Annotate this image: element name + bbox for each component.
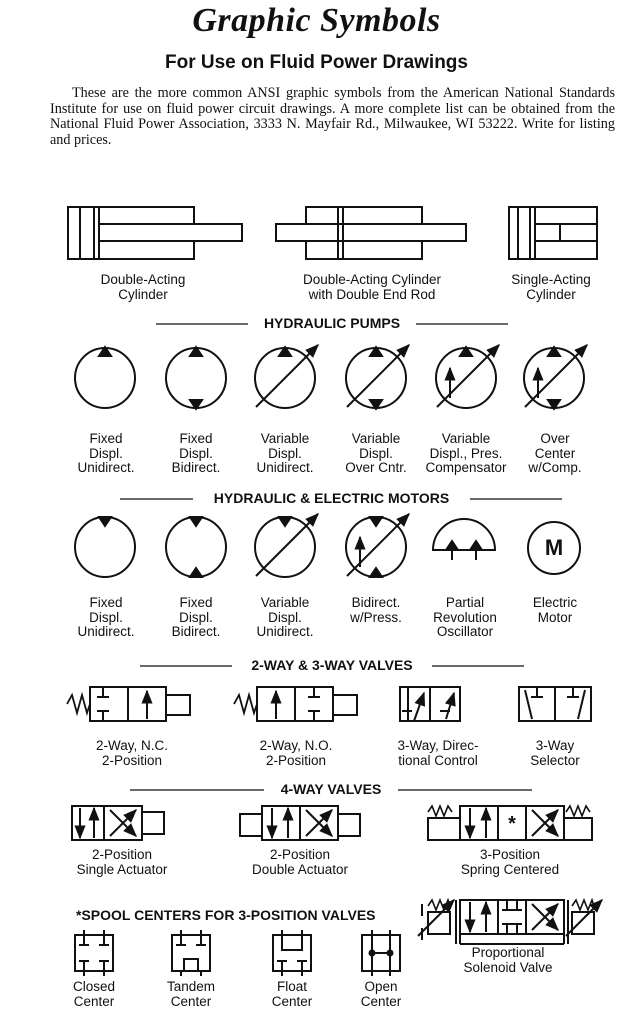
double-acting-cylinder-symbol <box>68 207 242 259</box>
three-way-selector-valve-symbol <box>519 687 591 721</box>
label-three-way-selector: 3-Way Selector <box>530 738 580 768</box>
label-motor-fixed-unidirect: Fixed Displ. Unidirect. <box>77 595 135 640</box>
pump-variable-pres-compensator-symbol <box>436 345 499 408</box>
heading-spool-centers: *SPOOL CENTERS FOR 3-POSITION VALVES <box>76 907 376 923</box>
two-way-no-valve-symbol <box>234 687 357 721</box>
label-two-way-no: 2-Way, N.O. 2-Position <box>259 738 333 768</box>
label-open-center: Open Center <box>360 979 402 1009</box>
motor-variable-unidirect-symbol <box>255 514 318 577</box>
label-two-pos-double-actuator: 2-Position Double Actuator <box>251 847 349 877</box>
label-two-pos-single-actuator: 2-Position Single Actuator <box>76 847 168 877</box>
motor-bidirect-press-symbol <box>346 514 409 577</box>
label-single-acting-cylinder: Single-Acting Cylinder <box>511 272 591 302</box>
motor-fixed-bidirect-symbol <box>166 517 226 577</box>
heading-4-way-valves: 4-WAY VALVES <box>280 781 382 797</box>
label-proportional-solenoid-valve: Proportional Solenoid Valve <box>463 945 553 975</box>
pump-fixed-unidirect-symbol <box>75 347 135 408</box>
page-title: Graphic Symbols <box>192 2 441 39</box>
electric-motor-letter: M <box>544 535 564 560</box>
label-motor-bidirect-press: Bidirect. w/Press. <box>350 595 402 625</box>
two-way-nc-valve-symbol <box>67 687 190 721</box>
pump-variable-over-center-symbol <box>346 345 409 409</box>
label-two-way-nc: 2-Way, N.C. 2-Position <box>95 738 168 768</box>
closed-center-symbol <box>75 930 113 976</box>
label-pump-variable-unidirect: Variable Displ. Unidirect. <box>256 431 314 476</box>
label-pump-fixed-unidirect: Fixed Displ. Unidirect. <box>77 431 135 476</box>
open-center-symbol <box>362 930 400 976</box>
double-end-rod-cylinder-symbol <box>276 207 466 259</box>
tandem-center-symbol <box>172 930 210 976</box>
spool-center-marker: * <box>508 813 516 835</box>
label-motor-fixed-bidirect: Fixed Displ. Bidirect. <box>171 595 221 640</box>
pump-over-center-comp-symbol <box>524 345 587 409</box>
label-double-end-rod-cylinder: Double-Acting Cylinder with Double End Rod <box>302 272 442 302</box>
heading-hydraulic-electric-motors: HYDRAULIC & ELECTRIC MOTORS <box>213 490 450 506</box>
label-double-acting-cylinder: Double-Acting Cylinder <box>100 272 186 302</box>
page-subtitle: For Use on Fluid Power Drawings <box>165 52 468 73</box>
label-tandem-center: Tandem Center <box>166 979 216 1009</box>
label-pump-fixed-bidirect: Fixed Displ. Bidirect. <box>171 431 221 476</box>
label-electric-motor: Electric Motor <box>532 595 578 625</box>
label-three-pos-spring-centered: 3-Position Spring Centered <box>460 847 560 877</box>
three-way-directional-valve-symbol <box>400 687 460 721</box>
label-pump-variable-over-cntr: Variable Displ. Over Cntr. <box>345 431 407 476</box>
float-center-symbol <box>273 930 311 976</box>
partial-revolution-oscillator-symbol <box>433 519 495 560</box>
motor-fixed-unidirect-symbol <box>75 517 135 577</box>
label-closed-center: Closed Center <box>72 979 116 1009</box>
intro-paragraph: These are the more common ANSI graphic symbols from the American National Standards Institute for use on fluid power circuit drawings. A more complete list can be obtained from the National Fluid Power Association, 3333 N. Mayfair Rd., Milwaukee, WI 53222. Write for listing and prices. <box>50 85 615 148</box>
label-pump-variable-pres-comp: Variable Displ., Pres. Compensator <box>425 431 507 476</box>
four-way-double-actuator-symbol <box>240 806 360 840</box>
label-partial-revolution-oscillator: Partial Revolution Oscillator <box>433 595 497 640</box>
proportional-solenoid-valve-symbol <box>418 900 602 944</box>
pump-variable-unidirect-symbol <box>255 345 318 408</box>
four-way-single-actuator-symbol <box>72 806 164 840</box>
heading-2-3-way-valves: 2-WAY & 3-WAY VALVES <box>251 657 413 673</box>
single-acting-cylinder-symbol <box>509 207 597 259</box>
pump-fixed-bidirect-symbol <box>166 347 226 409</box>
label-float-center: Float Center <box>271 979 313 1009</box>
label-three-way-directional: 3-Way, Direc- tional Control <box>397 738 479 768</box>
heading-hydraulic-pumps: HYDRAULIC PUMPS <box>263 315 401 331</box>
label-pump-over-center-comp: Over Center w/Comp. <box>528 431 582 476</box>
label-motor-variable-unidirect: Variable Displ. Unidirect. <box>256 595 314 640</box>
